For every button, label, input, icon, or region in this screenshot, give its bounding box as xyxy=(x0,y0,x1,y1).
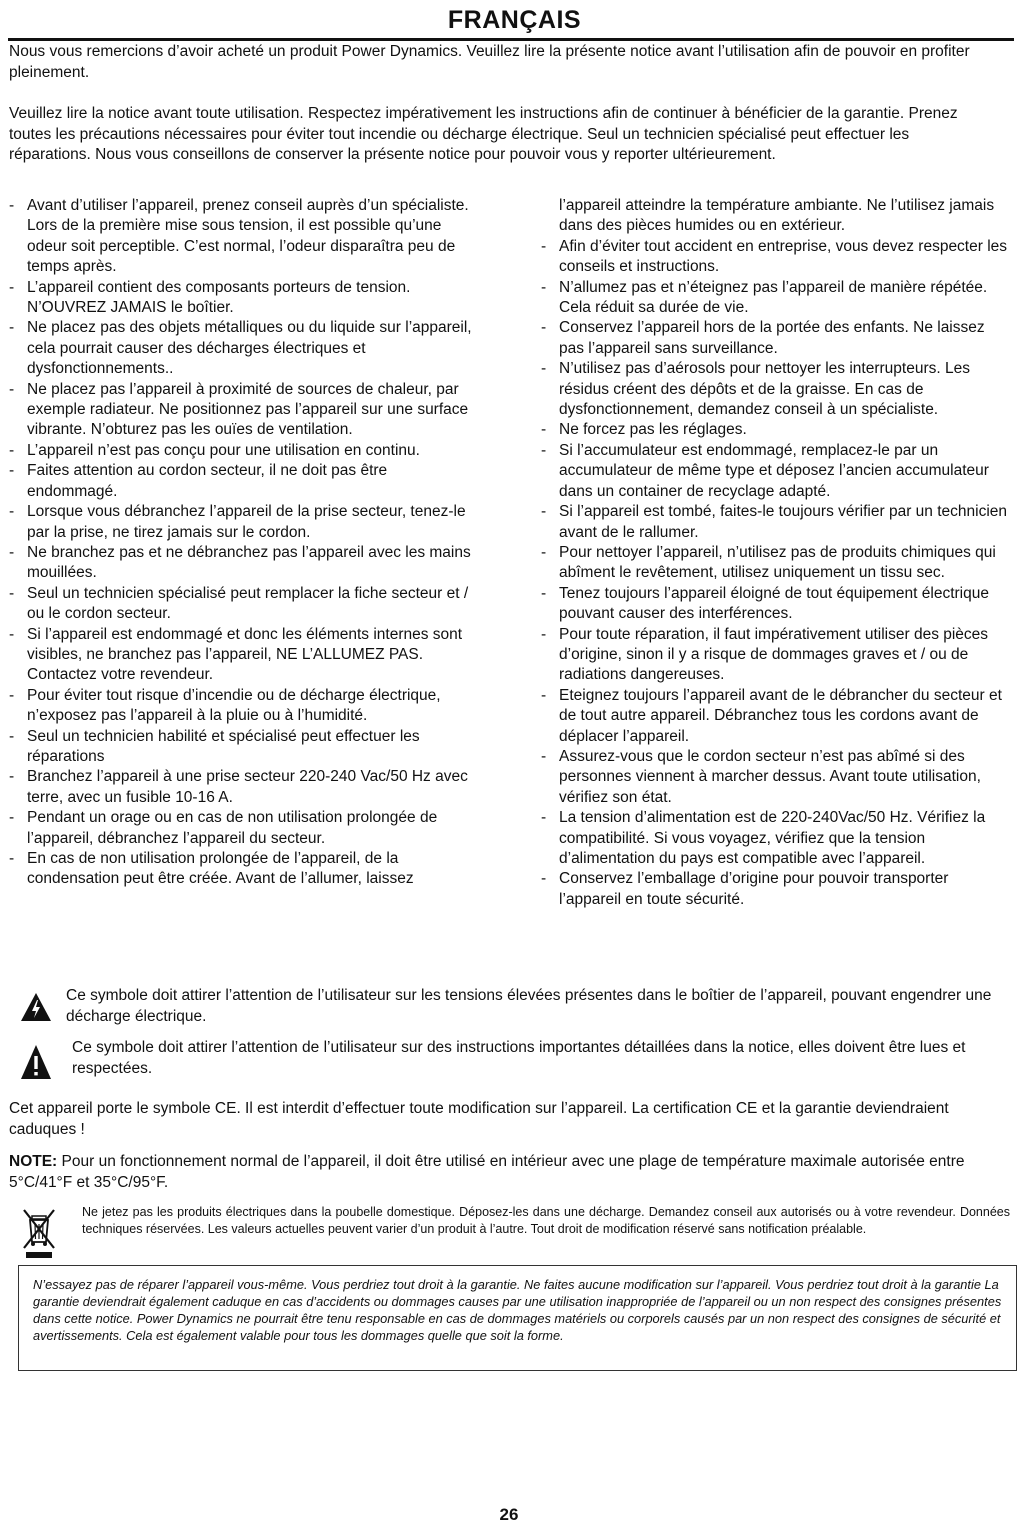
ce-paragraph: Cet appareil porte le symbole CE. Il est interdit d’effectuer toute modification sur l’appareil. La certification CE et la garantie deviendraient caduques ! xyxy=(9,1100,949,1138)
list-item: - Si l’accumulateur est endommagé, remplacez-le par un accumulateur de même type et déposez l’ancien accumulateur dans un container de recyclage adapté. xyxy=(541,441,1011,502)
list-item: - Si l’appareil est endommagé et donc les éléments internes sont visibles, ne branchez pas l’appareil, NE L’ALLUMEZ PAS. Contactez votre revendeur. xyxy=(9,625,479,686)
list-item: - N’utilisez pas d’aérosols pour nettoyer les interrupteurs. Les résidus créent des dépôts et de la graisse. En cas de dysfonctionnement, demandez conseil à un spécialiste. xyxy=(541,359,1011,420)
list-item: - Branchez l’appareil à une prise secteur 220-240 Vac/50 Hz avec terre, avec un fusible 10-16 A. xyxy=(9,767,479,808)
list-item: - Ne placez pas des objets métalliques ou du liquide sur l’appareil, cela pourrait causer des décharges électriques et dysfonctionnements.. xyxy=(9,318,479,379)
note-paragraph xyxy=(9,1152,989,1193)
warning-paragraph: Veuillez lire la notice avant toute utilisation. Respectez impérativement les instructions afin de continuer à bénéficier de la garantie. Prenez toutes les précautions nécessaires pour éviter tout incendie ou décharge électrique. Seul un technicien spécialisé peut effectuer les réparations. Nous vous conseillons de conserver la présente notice pour pouvoir vous y reporter ultérieurement. xyxy=(9,105,958,163)
intro-paragraph: Nous vous remercions d’avoir acheté un produit Power Dynamics. Veuillez lire la présente notice avant l’utilisation afin de pouvoir en profiter pleinement. xyxy=(9,43,970,81)
list-item: - Pendant un orage ou en cas de non utilisation prolongée de l’appareil, débranchez l’appareil du secteur. xyxy=(9,808,479,849)
list-item: - Seul un technicien spécialisé peut remplacer la fiche secteur et / ou le cordon secteur. xyxy=(9,584,479,625)
page-number: 26 xyxy=(499,1505,519,1524)
list-item: - Eteignez toujours l’appareil avant de le débrancher du secteur et de tout autre appareil. Débranchez tous les cordons avant de déplacer l’appareil. xyxy=(541,686,1011,747)
list-item: - Assurez-vous que le cordon secteur n’est pas abîmé si des personnes viennent à marcher dessus. Avant toute utilisation, vérifiez son état. xyxy=(541,747,1011,808)
list-item: - Ne placez pas l’appareil à proximité de sources de chaleur, par exemple radiateur. Ne positionnez pas l’appareil sur une surface vibrante. N’obturez pas les ouïes de ventilation. xyxy=(9,380,479,441)
list-item: - Conservez l’emballage d’origine pour pouvoir transporter l’appareil en toute sécurité. xyxy=(541,869,1011,910)
list-item: - Seul un technicien habilité et spécialisé peut effectuer les réparations xyxy=(9,727,479,768)
list-item: - En cas de non utilisation prolongée de l’appareil, de la condensation peut être créée. Avant de l’allumer, laissez xyxy=(9,849,479,890)
list-item: - Conservez l’appareil hors de la portée des enfants. Ne laissez pas l’appareil sans surveillance. xyxy=(541,318,1011,359)
important-instructions-text: Ce symbole doit attirer l’attention de l’utilisateur sur des instructions importantes détaillées dans la notice, elles doivent être lues et respectées. xyxy=(72,1039,966,1077)
safety-list-right xyxy=(541,196,1011,910)
list-item: - Afin d’éviter tout accident en entreprise, vous devez respecter les conseils et instructions. xyxy=(541,237,1011,278)
page-title: FRANÇAIS xyxy=(447,6,582,34)
list-item: - La tension d’alimentation est de 220-240Vac/50 Hz. Vérifiez la compatibilité. Si vous voyagez, vérifiez que la tension d’alimentation du pays est compatible avec l’appareil. xyxy=(541,808,1011,869)
warranty-disclaimer-box xyxy=(18,1265,1017,1371)
note-label: NOTE: xyxy=(9,1153,58,1170)
weee-text: Ne jetez pas les produits électriques dans la poubelle domestique. Déposez-les dans une décharge. Demandez conseil aux autorisés ou à votre revendeur. Données techniques réservées. Les valeurs actuelles peuvent varier d’un produit à l’autre. Tout droit de modification réservé sans notification préalable. xyxy=(82,1205,1010,1236)
list-item: - Si l’appareil est tombé, faites-le toujours vérifier par un technicien avant de le rallumer. xyxy=(541,502,1011,543)
title-divider xyxy=(8,38,1014,41)
list-item: - Ne forcez pas les réglages. xyxy=(541,420,1011,440)
exclamation-warning-icon xyxy=(20,1044,52,1080)
list-item: - Pour éviter tout risque d’incendie ou de décharge électrique, n’exposez pas l’appareil à la pluie ou à l’humidité. xyxy=(9,686,479,727)
list-item-continuation: l’appareil atteindre la température ambiante. Ne l’utilisez jamais dans des pièces humides ou en extérieur. xyxy=(559,197,995,235)
high-voltage-text: Ce symbole doit attirer l’attention de l’utilisateur sur les tensions élevées présentes dans le boîtier de l’appareil, pouvant engendrer une décharge électrique. xyxy=(66,987,992,1025)
list-item: - Ne branchez pas et ne débranchez pas l’appareil avec les mains mouillées. xyxy=(9,543,479,584)
high-voltage-warning-icon xyxy=(20,992,52,1022)
crossed-out-bin-icon xyxy=(22,1206,56,1260)
list-item: - N’allumez pas et n’éteignez pas l’appareil de manière répétée. Cela réduit sa durée de vie. xyxy=(541,278,1011,319)
list-item: - Avant d’utiliser l’appareil, prenez conseil auprès d’un spécialiste. Lors de la première mise sous tension, il est possible qu’une odeur soit perceptible. C’est normal, l’odeur disparaîtra peu de temps après. xyxy=(9,196,479,278)
list-item: - Pour nettoyer l’appareil, n’utilisez pas de produits chimiques qui abîment le revêtement, utilisez uniquement un tissu sec. xyxy=(541,543,1011,584)
safety-list-left xyxy=(9,196,479,890)
list-item: - Lorsque vous débranchez l’appareil de la prise secteur, tenez-le par la prise, ne tirez jamais sur le cordon. xyxy=(9,502,479,543)
list-item: - Pour toute réparation, il faut impérativement utiliser des pièces d’origine, sinon il y a risque de dommages graves et / ou de radiations dangereuses. xyxy=(541,625,1011,686)
list-item: - Faites attention au cordon secteur, il ne doit pas être endommagé. xyxy=(9,461,479,502)
note-text: Pour un fonctionnement normal de l’appareil, il doit être utilisé en intérieur avec une plage de température maximale autorisée entre 5°C/41°F et 35°C/95°F. xyxy=(9,1153,965,1191)
list-item: - L’appareil n’est pas conçu pour une utilisation en continu. xyxy=(9,441,479,461)
list-item: - Tenez toujours l’appareil éloigné de tout équipement électrique pouvant causer des interférences. xyxy=(541,584,1011,625)
list-item: - L’appareil contient des composants porteurs de tension. N’OUVREZ JAMAIS le boîtier. xyxy=(9,278,479,319)
warranty-disclaimer-text: N’essayez pas de réparer l’appareil vous-même. Vous perdriez tout droit à la garantie. Ne faites aucune modification sur l’appareil. Vous perdriez tout droit à la garantie La garantie deviendrait également caduque en cas d’accidents ou dommages causes par une utilisation inappropriée de l’appareil ou un non respect des consignes présentes dans cette notice. Power Dynamics ne pourrait être tenu responsable en cas de dommages matériels ou corporels causés par un non respect des consignes de sécurité et avertissements. Cela est également valable pour tous les dommages quelle que soit la forme. xyxy=(33,1277,1002,1343)
